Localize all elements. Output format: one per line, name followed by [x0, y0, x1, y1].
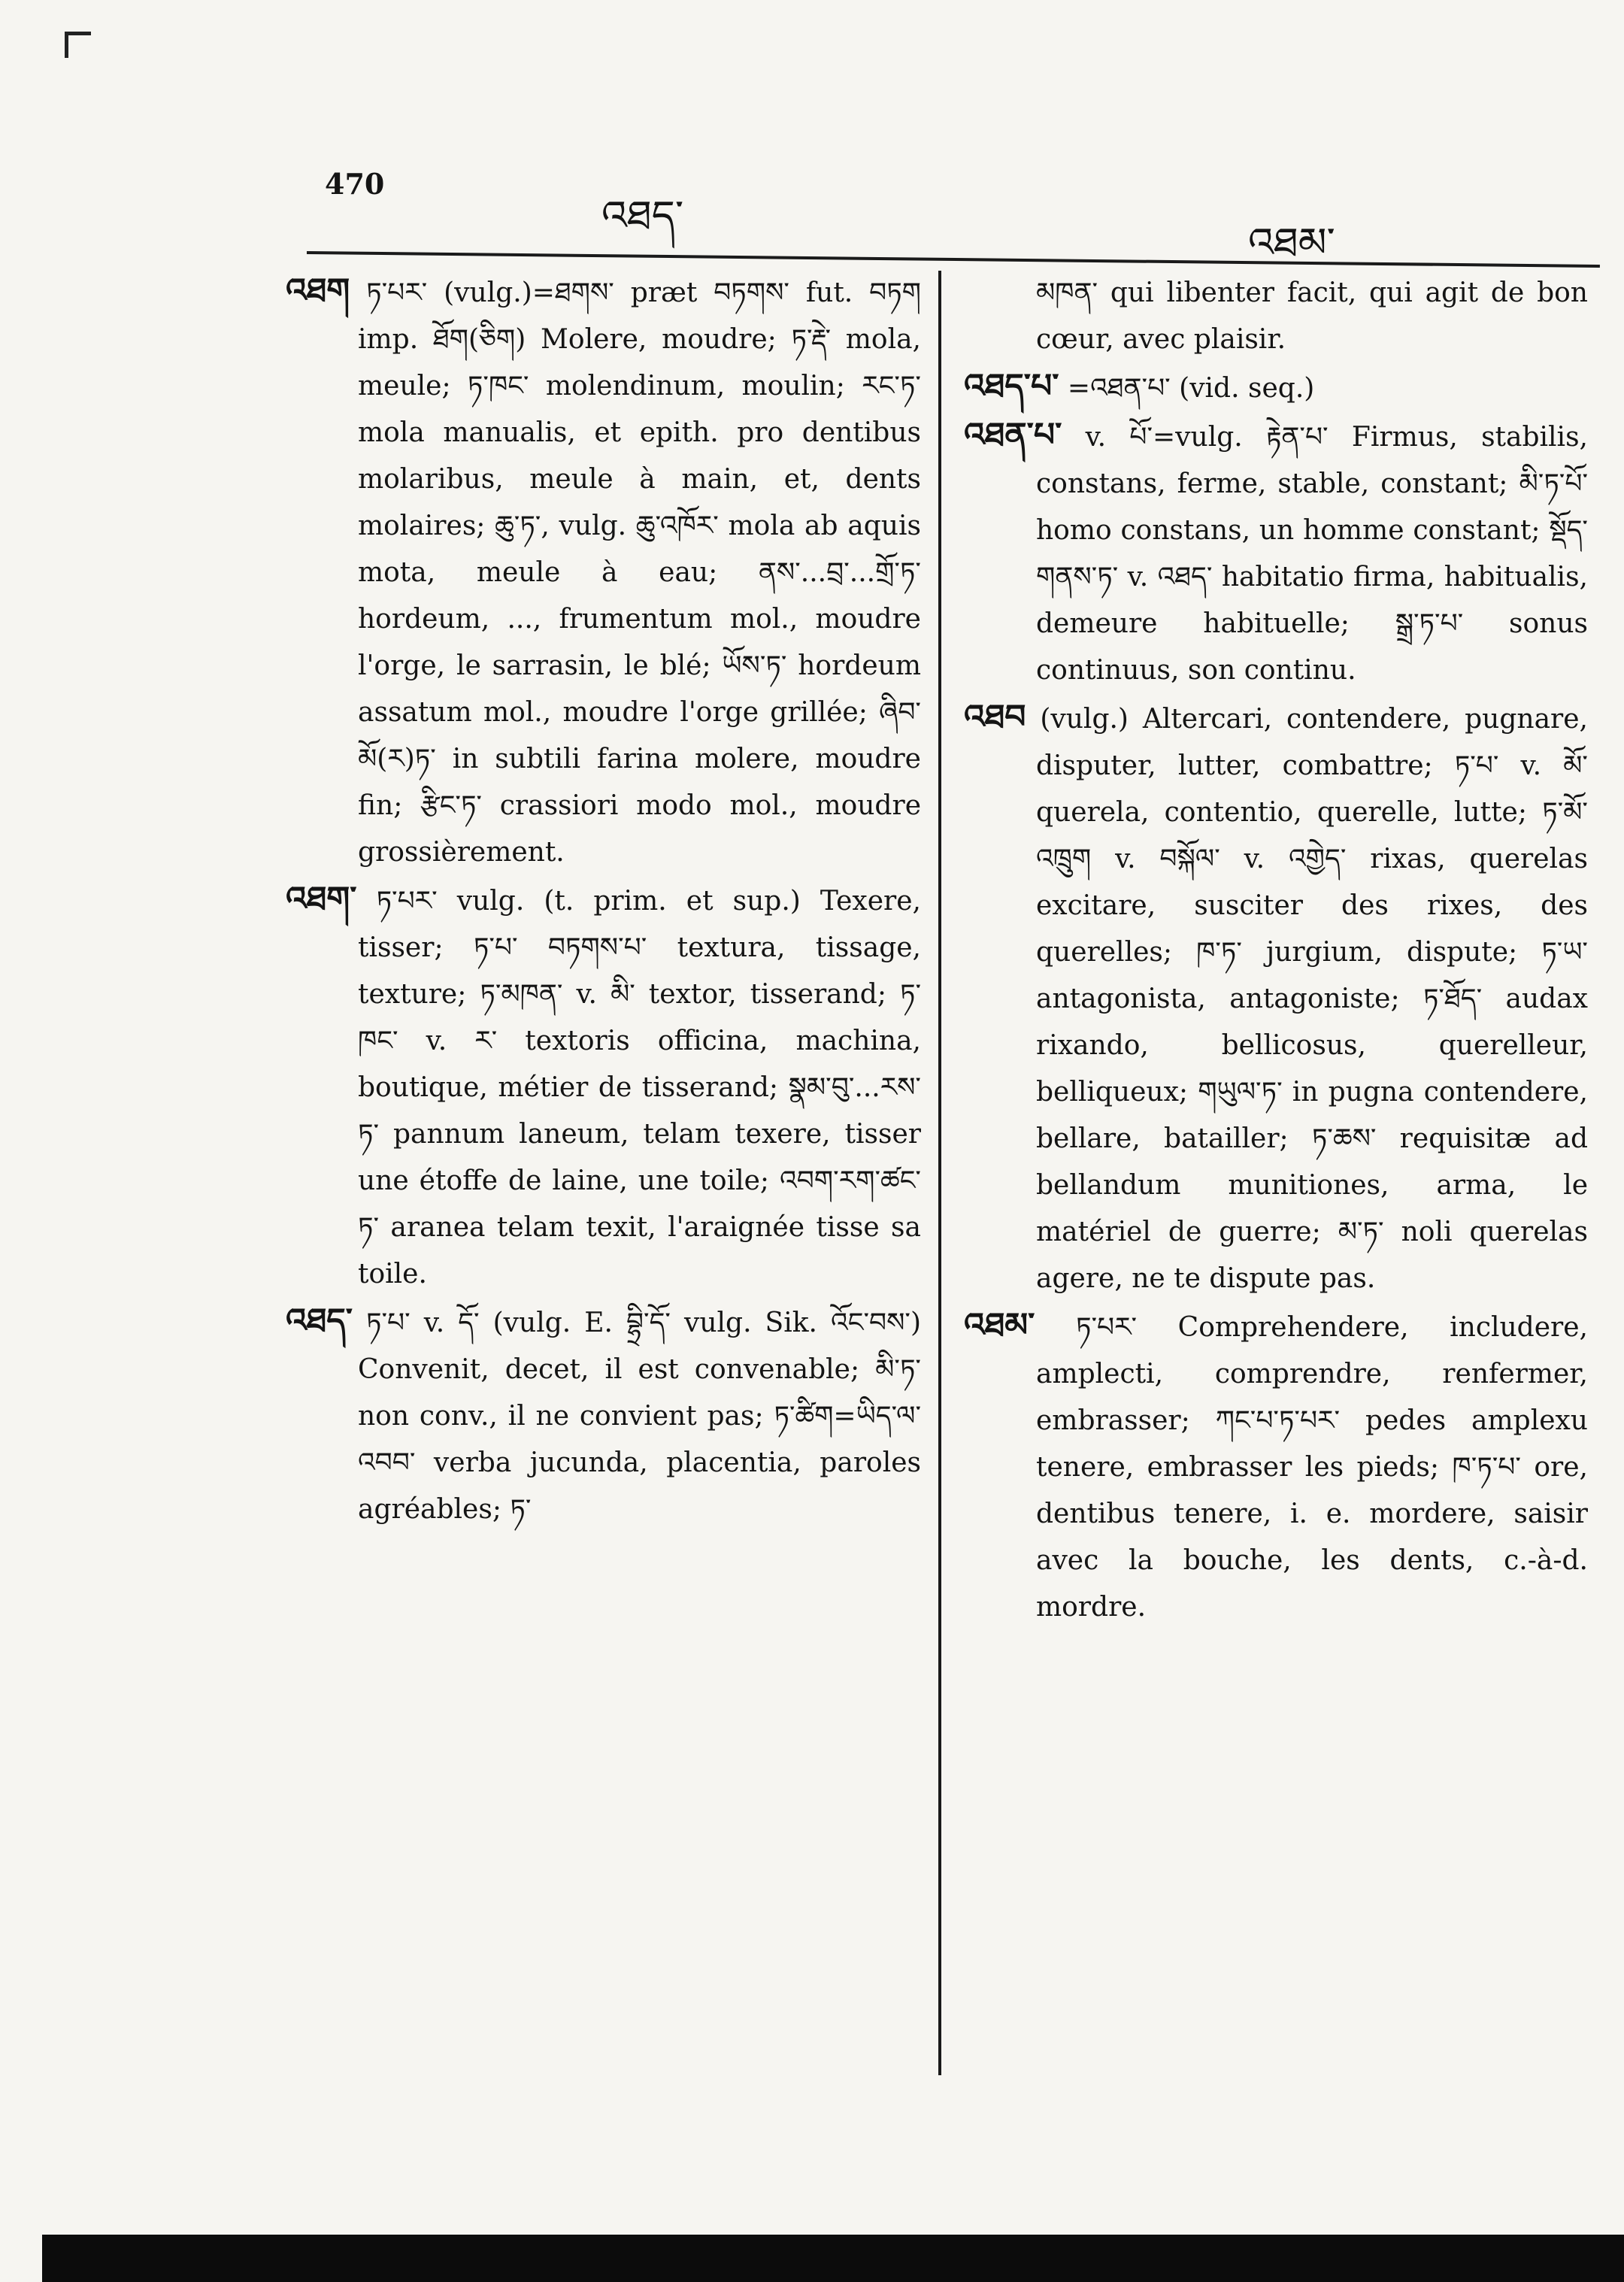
entry-text: མཁན་ qui libenter facit, qui agit de bon cœur, avec plaisir.: [1036, 277, 1588, 355]
corner-mark: [65, 32, 91, 58]
running-head-left: འཐད་: [601, 192, 684, 239]
entry-text: ཏ་པ་ v. དོ་ (vulg. E. བྷྲི་དོ་ vulg. Sik. འོང་བས་) Convenit, decet, il est convenable; མི་ཏ་ non conv., il ne convient pas; ཏ་ཚིག=ཡིད་ལ་འབབ་ verba jucunda, placentia, paroles agréables; ཏ་: [358, 1308, 921, 1525]
running-head-right: འཐམ་: [1248, 219, 1335, 266]
dictionary-entry-continued: [964, 268, 1588, 363]
left-column: [286, 268, 921, 1533]
dictionary-entry: [286, 1298, 921, 1533]
entry-headword: འཐག: [286, 271, 350, 310]
dictionary-entry: [964, 363, 1588, 412]
dictionary-entry: [286, 876, 921, 1298]
dictionary-entry: [286, 268, 921, 876]
dictionary-entry: [964, 1302, 1588, 1631]
header-rule: [307, 251, 1600, 268]
entry-text: v. པོ་=vulg. རྟེན་པ་ Firmus, stabilis, constans, ferme, stable, constant; མི་ཏ་པོ་ homo constans, un homme constant; སྡོད་གནས་ཏ་ v. འཐད་ habitatio firma, habitualis, demeure habituelle; སྒྲ་ཏ་པ་ sonus continuus, son continu.: [1036, 422, 1588, 686]
entry-text: ཏ་པར་ Comprehendere, includere, amplecti, comprendre, renfermer, embrasser; ཀང་པ་ཏ་པར་ pedes amplexu tenere, embrasser les pieds; ཁ་ཏ་པ་ ore, dentibus tenere, i. e. mordere, saisir avec la bouche, les dents, c.-à-d. mordre.: [1036, 1312, 1588, 1623]
entry-headword: འཐམ་: [964, 1306, 1035, 1344]
scan-edge-bar: [42, 2235, 1624, 2282]
page-number: 470: [325, 167, 385, 201]
right-column: [964, 268, 1588, 1631]
entry-headword: འཐན་པ་: [964, 416, 1062, 454]
column-divider: [938, 271, 941, 2075]
entry-headword: འཐག་: [286, 880, 357, 918]
entry-text: (vulg.) Altercari, contendere, pugnare, disputer, lutter, combattre; ཏ་པ་ v. མོ་ querela, contentio, querelle, lutte; ཏ་མོ་ འཁྲུག v. བསྐོལ་ v. འགྱེད་ rixas, querelas excitare, susciter des rixes, des querelles; ཁ་ཏ་ jurgium, dispute; ཏ་ཡ་ antagonista, antagoniste; ཏ་ཐོད་ audax rixando, bellicosus, querelleur, belliqueux; གཡུལ་ཏ་ in pugna contendere, bellare, batailler; ཏ་ཆས་ requisitæ ad bellandum munitiones, arma, le matériel de guerre; མ་ཏ་ noli querelas agere, ne te dispute pas.: [1036, 704, 1588, 1294]
dictionary-entry: [964, 694, 1588, 1302]
entry-headword: འཐད་པ་: [964, 367, 1059, 405]
dictionary-entry: [964, 412, 1588, 694]
entry-text: =འཐན་པ་ (vid. seq.): [1067, 373, 1315, 404]
entry-text: ཏ་པར་ vulg. (t. prim. et sup.) Texere, tisser; ཏ་པ་ བཏགས་པ་ textura, tissage, texture; ཏ་མཁན་ v. མི་ textor, tisserand; ཏ་ཁང་ v. ར་ textoris officina, machina, boutique, métier de tisserand; སྣམ་བུ་...རས་ཏ་ pannum laneum, telam texere, tisser une étoffe de laine, une toile; འབག་རག་ཚང་ཏ་ aranea telam texit, l'araignée tisse sa toile.: [358, 886, 921, 1289]
entry-headword: འཐད་: [286, 1302, 353, 1340]
entry-headword: འཐབ: [964, 698, 1026, 736]
entry-text: ཏ་པར་ (vulg.)=ཐགས་ præt བཏགས་ fut. བཏག imp. ཐོག(ཅིག) Molere, moudre; ཏ་རྡེ་ mola, meule; ཏ་ཁང་ molendinum, moulin; རང་ཏ་ mola manualis, et epith. pro dentibus molaribus, meule à main, et, dents molaires; ཆུ་ཏ་, vulg. ཆུ་འཁོར་ mola ab aquis mota, meule à eau; ནས་...བྲ་...གྲོ་ཏ་ hordeum, ..., frumentum mol., moudre l'orge, le sarrasin, le blé; ཡོས་ཏ་ hordeum assatum mol., moudre l'orge grillée; ཞིབ་མོ(ར)ཏ་ in subtili farina molere, moudre fin; རྩིང་ཏ་ crassiori modo mol., moudre grossièrement.: [358, 277, 921, 868]
